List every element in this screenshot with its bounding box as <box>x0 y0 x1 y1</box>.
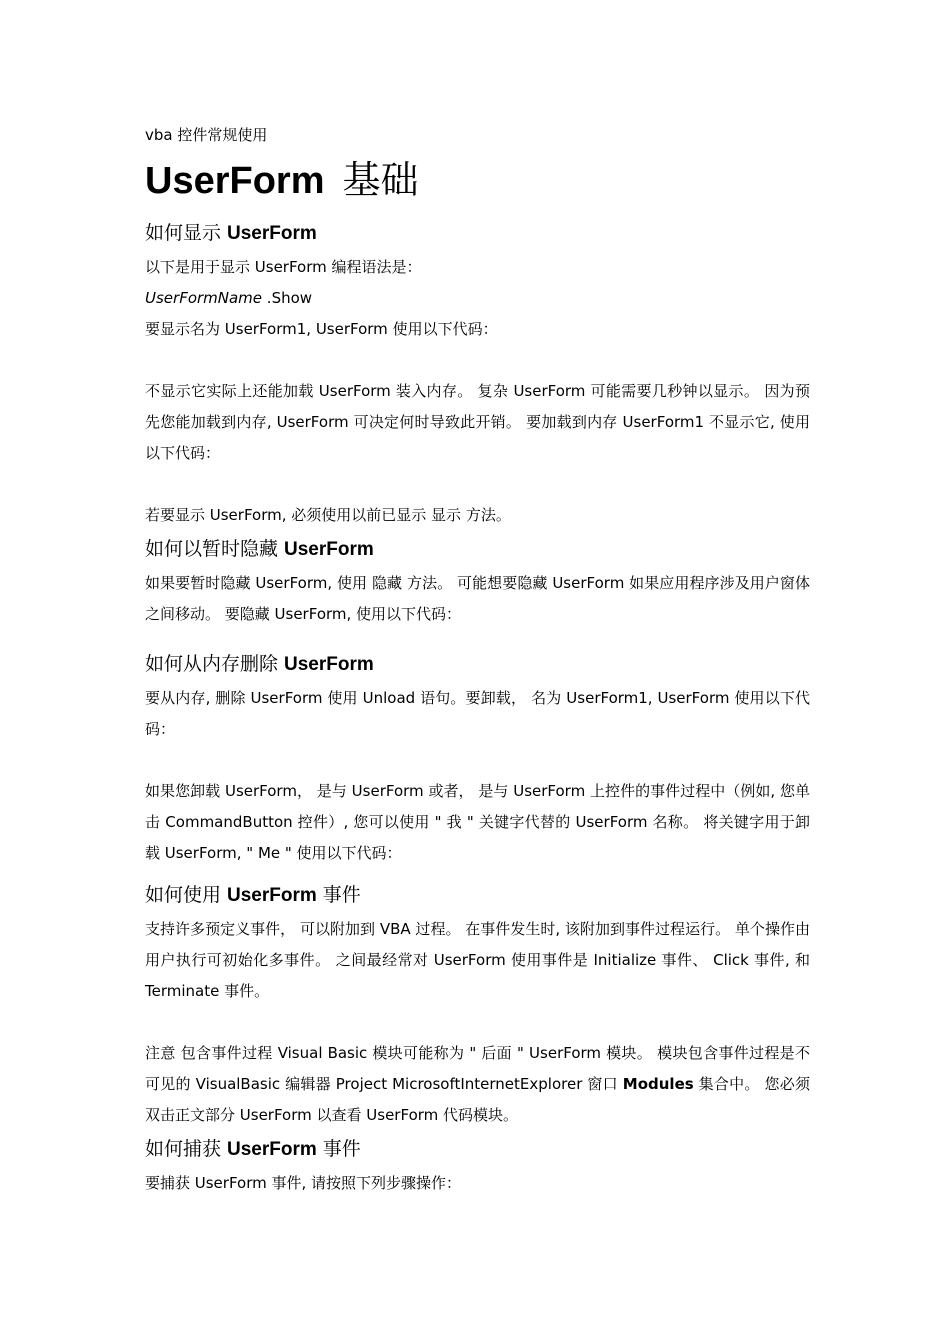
heading-key: UserForm <box>227 1139 317 1160</box>
document-title-english: UserForm <box>145 160 325 202</box>
show-paragraph-example: 要显示名为 UserForm1, UserForm 使用以下代码： <box>145 320 498 338</box>
heading-prefix: 如何使用 <box>145 884 222 906</box>
section-heading-show <box>145 215 810 252</box>
heading-prefix: 如何显示 <box>145 222 222 244</box>
heading-suffix: 事件 <box>322 1138 361 1160</box>
events-paragraph-overview: 支持许多预定义事件， 可以附加到 VBA 过程。 在事件发生时, 该附加到事件过程运行。 单个操作由用户执行可初始化多事件。 之间最经常对 UserForm 使用事件是 Initialize 事件、 Click 事件, 和 Terminate 事件。 <box>145 920 810 1000</box>
section-heading-hide <box>145 531 810 568</box>
heading-key: UserForm <box>227 223 317 244</box>
events-paragraph-note <box>145 1038 810 1131</box>
show-paragraph-syntax: 以下是用于显示 UserForm 编程语法是： <box>145 258 422 276</box>
section-heading-capture <box>145 1131 810 1168</box>
document-kicker: vba 控件常规使用 <box>145 126 268 144</box>
note-modules-term: Modules <box>622 1075 694 1093</box>
show-paragraph-load: 不显示它实际上还能加载 UserForm 装入内存。 复杂 UserForm 可能需要几秒钟以显示。 因为预先您能加载到内存, UserForm 可决定何时导致此开销。 要加载到内存 UserForm1 不显示它, 使用以下代码： <box>145 382 810 462</box>
heading-prefix: 如何捕获 <box>145 1138 222 1160</box>
heading-suffix: 事件 <box>322 884 361 906</box>
document-title-chinese: 基础 <box>342 158 419 202</box>
code-block-placeholder <box>145 869 810 877</box>
document-title <box>145 154 810 207</box>
code-block-placeholder <box>145 345 810 376</box>
show-paragraph-display-method: 若要显示 UserForm, 必须使用以前已显示 显示 方法。 <box>145 506 511 524</box>
paragraph-gap <box>145 1007 810 1038</box>
code-block-placeholder <box>145 630 810 646</box>
section-heading-unload <box>145 646 810 683</box>
note-text-part-a: 注意 包含事件过程 Visual Basic 模块可能称为 " 后面 " UserForm 模块。 模块包含事件过程是不可见的 VisualBasic 编辑器 Project MicrosoftInternetExplorer 窗口 <box>145 1044 810 1093</box>
hide-paragraph: 如果要暂时隐藏 UserForm, 使用 隐藏 方法。 可能想要隐藏 UserForm 如果应用程序涉及用户窗体之间移动。 要隐藏 UserForm, 使用以下代码： <box>145 574 810 623</box>
code-object-name: UserFormName <box>145 289 263 307</box>
heading-prefix: 如何以暂时隐藏 <box>145 538 279 560</box>
show-code-syntax <box>145 283 810 314</box>
heading-key: UserForm <box>284 654 374 675</box>
capture-paragraph: 要捕获 UserForm 事件, 请按照下列步骤操作： <box>145 1174 462 1192</box>
unload-paragraph-me-keyword: 如果您卸载 UserForm， 是与 UserForm 或者， 是与 UserForm 上控件的事件过程中（例如, 您单击 CommandButton 控件）, 您可以使用 " 我 " 关键字代替的 UserForm 名称。 将关键字用于卸载 UserForm, " Me " 使用以下代码： <box>145 782 810 862</box>
note-text-part-b: 集合中。 您必须双击正文部分 UserForm 以查看 UserForm 代码模块。 <box>145 1075 810 1124</box>
heading-key: UserForm <box>227 885 317 906</box>
section-heading-events <box>145 877 810 914</box>
document-content <box>145 122 810 1199</box>
code-block-placeholder <box>145 469 810 500</box>
heading-prefix: 如何从内存删除 <box>145 653 279 675</box>
heading-key: UserForm <box>284 539 374 560</box>
code-method: .Show <box>262 289 313 307</box>
code-block-placeholder <box>145 745 810 776</box>
unload-paragraph-statement: 要从内存, 删除 UserForm 使用 Unload 语句。要卸载， 名为 UserForm1, UserForm 使用以下代码： <box>145 689 810 738</box>
